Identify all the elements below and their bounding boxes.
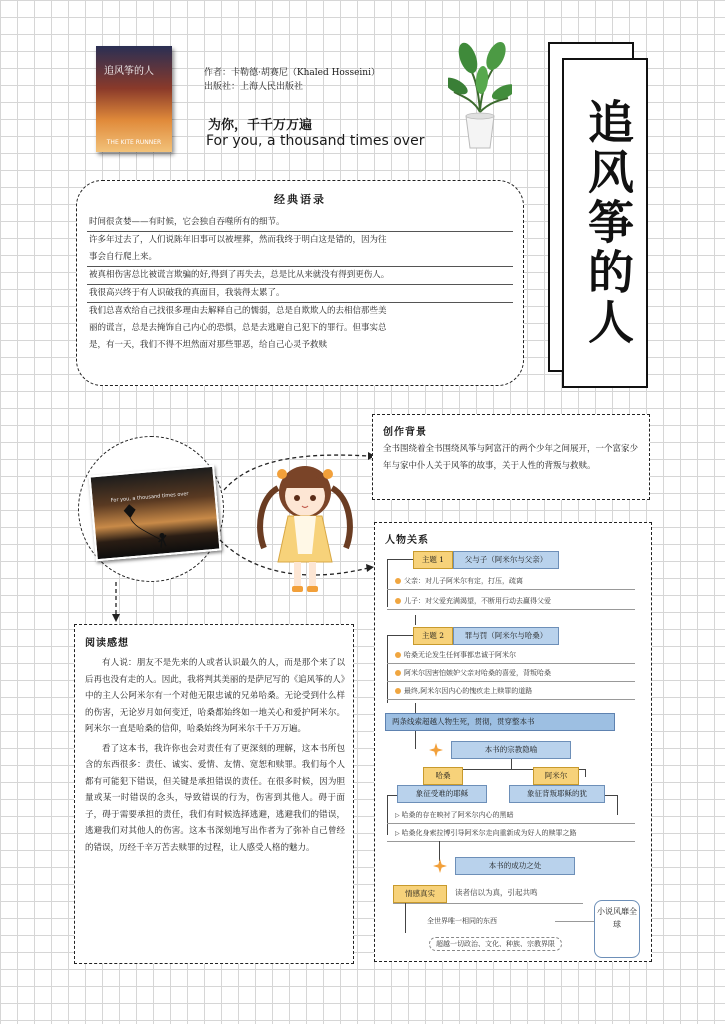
character-relations-box — [374, 522, 652, 962]
book-cover-subtitle: THE KITE RUNNER — [106, 139, 162, 146]
classic-quotes-heading: 经典语录 — [274, 193, 326, 206]
quote-line: 我们总喜欢给自己找很多理由去解释自己的懦弱，总是自欺欺人的去相信那些美 — [89, 306, 387, 316]
theme1-line: 父亲：对儿子阿米尔有定，打压，疏离 — [395, 575, 523, 587]
theme2-tag: 主题 2 — [413, 627, 453, 645]
quote-line: 被真相伤害总比被谎言欺骗的好,得到了再失去，总是比从来就没有得到更伤人。 — [87, 267, 513, 285]
universal-line-1: 全世界唯一相同的东西 — [427, 917, 497, 925]
photo-caption: For you, a thousand times over — [110, 491, 189, 504]
universal-line-2: 超越一切政治、文化、种族、宗教界限 — [429, 937, 562, 951]
author-line: 作者：卡勒德·胡赛尼（Khaled Hosseini） — [204, 68, 380, 78]
religion-line: ▷ 哈桑化身索拉博引导阿米尔走向重新成为好人的赎罪之路 — [395, 829, 577, 837]
theme2-line: 最终,阿米尔因内心的愧疚走上赎罪的道路 — [395, 685, 532, 697]
signature-quote-en: For you, a thousand times over — [206, 133, 425, 149]
cartoon-girl-illustration — [250, 458, 360, 598]
amir-tag: 阿米尔 — [533, 767, 579, 785]
theme2-label: 罪与罚（阿米尔与哈桑） — [453, 627, 559, 645]
signature-quote-cn: 为你，千千万万遍 — [208, 118, 313, 133]
theme1-label: 父与子（阿米尔与父亲） — [453, 551, 559, 569]
religion-heading: 本书的宗教隐喻 — [451, 741, 571, 759]
theme1-line: 儿子：对父爱充满渴望，不断用行动去赢得父爱 — [395, 595, 551, 607]
reading-thoughts-heading: 阅读感想 — [85, 638, 129, 649]
hassan-label: 象征受难的耶稣 — [397, 785, 487, 803]
quote-line: 是，有一天，我们不得不坦然面对那些罪恶，给自己心灵予救赎 — [89, 340, 328, 350]
theme2-line: 哈桑无论发生任何事都忠诚于阿米尔 — [395, 649, 516, 661]
creation-background-text: 全书围绕着全书围绕风筝与阿富汗的两个少年之间展开，一个富家少年与家中仆人关于风筝的故事，关于人性的背叛与救赎。 — [383, 444, 639, 471]
star-icon — [429, 743, 443, 757]
side-note-badge: 小说风靡全球 — [594, 900, 640, 958]
page-title: 追风筝的人 — [581, 98, 635, 348]
reading-thoughts-text — [85, 655, 345, 859]
publisher-line: 出版社：上海人民出版社 — [204, 82, 304, 92]
emotion-tag: 情感真实 — [393, 885, 447, 903]
emotion-text: 读者信以为真，引起共鸣 — [455, 888, 538, 897]
theme1-tag: 主题 1 — [413, 551, 453, 569]
book-cover-title: 追风筝的人 — [104, 66, 154, 77]
quote-line: 我很高兴终于有人识破我的真面目，我装得太累了。 — [87, 285, 513, 303]
reading-paragraph: 有人说：朋友不是先来的人或者认识最久的人，而是那个来了以后再也没有走的人。因此，我将判其美丽的是萨尼写的《追风筝的人》中的主人公阿米尔有一个对他无限忠诚的兄弟哈桑。无论受到什么样的伤害，无论岁月如何变迁，哈桑都始终如一地关心和爱护阿米尔。阿米尔一直是哈桑的信仰，哈桑始终为阿米尔千千万万遍。 — [85, 658, 345, 734]
merge-banner: 两条线索超越人物生死，贯彻，贯穿整本书 — [385, 713, 615, 731]
creation-background-heading: 创作背景 — [383, 427, 427, 438]
reading-thoughts-box — [74, 624, 354, 964]
success-heading: 本书的成功之处 — [455, 857, 575, 875]
religion-line: ▷ 哈桑的存在映衬了阿米尔内心的黑暗 — [395, 811, 514, 819]
quote-line: 事会自行爬上来。 — [87, 249, 513, 267]
amir-label: 象征背叛耶稣的犹 — [509, 785, 605, 803]
character-relations-heading: 人物关系 — [385, 535, 429, 546]
quote-line: 丽的谎言，总是去掩饰自己内心的恐惧，总是去逃避自己犯下的罪行。但事实总 — [89, 323, 387, 333]
quote-line: 许多年过去了，人们说陈年旧事可以被埋葬，然而我终于明白这是错的，因为往 — [89, 235, 387, 245]
hassan-tag: 哈桑 — [423, 767, 463, 785]
star-icon — [433, 859, 447, 873]
theme2-line: 阿米尔因害怕嫉妒父亲对哈桑的喜爱，背叛哈桑 — [395, 667, 551, 679]
quote-line: 时间很贪婪——有时候，它会独自吞噬所有的细节。 — [87, 214, 513, 232]
reading-paragraph: 看了这本书，我许你也会对责任有了更深刻的理解，这本书所包含的东西很多：责任、诚实、爱情、友情、宽恕和赎罪。我们每个人都有可能犯下错误，但关键是承担错误的责任。在很多时候，因为胆量或某一时错误的念头，导致错误的行为，伤害到其他人。碍于面子，碍于需要承担的责任，我们有时候选择逃避，逃避我们的错误，逃避我们对其他人的伤害。这本书深刻地写出作者为了弥补自己曾经的错误，历经千辛万苦去赎罪的过程，让人感受人格的魅力。 — [85, 743, 345, 853]
creation-background-box — [372, 414, 650, 500]
